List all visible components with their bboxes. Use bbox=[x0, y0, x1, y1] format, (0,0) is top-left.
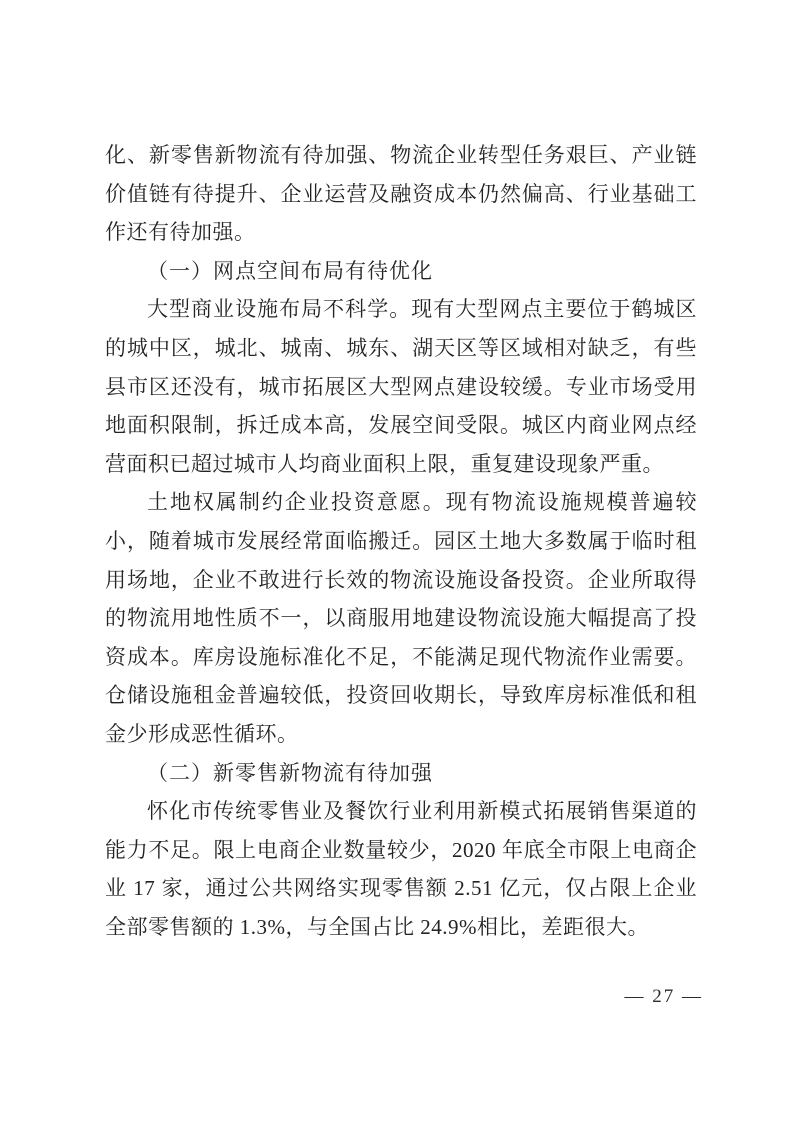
paragraph: 怀化市传统零售业及餐饮行业利用新模式拓展销售渠道的能力不足。限上电商企业数量较少，2020 年底全市限上电商企业 17 家，通过公共网络实现零售额 2.51 亿元，仅占限上企业全部零售额的 1.3%，与全国占比 24.9%相比，差距很大。 bbox=[105, 799, 697, 939]
section-heading-1: （一）网点空间布局有待优化 bbox=[147, 258, 433, 283]
page-number: — 27 — bbox=[624, 986, 703, 1007]
paragraph: 土地权属制约企业投资意愿。现有物流设施规模普遍较小，随着城市发展经常面临搬迁。园区土地大多数属于临时租用场地，企业不敢进行长效的物流设施设备投资。企业所取得的物流用地性质不一，以商服用地建设物流设施大幅提高了投资成本。库房设施标准化不足，不能满足现代物流作业需要。仓储设施租金普遍较低，投资回收期长，导致库房标准低和租金少形成恶性循环。 bbox=[105, 490, 697, 746]
page-body-text bbox=[105, 136, 697, 946]
paragraph: 大型商业设施布局不科学。现有大型网点主要位于鹤城区的城中区，城北、城南、城东、湖天区等区域相对缺乏，有些县市区还没有，城市拓展区大型网点建设较缓。专业市场受用地面积限制，拆迁成本高，发展空间受限。城区内商业网点经营面积已超过城市人均商业面积上限，重复建设现象严重。 bbox=[105, 297, 697, 476]
paragraph-continuation: 化、新零售新物流有待加强、物流企业转型任务艰巨、产业链价值链有待提升、企业运营及融资成本仍然偏高、行业基础工作还有待加强。 bbox=[105, 143, 697, 245]
section-heading-2: （二）新零售新物流有待加强 bbox=[147, 760, 433, 785]
